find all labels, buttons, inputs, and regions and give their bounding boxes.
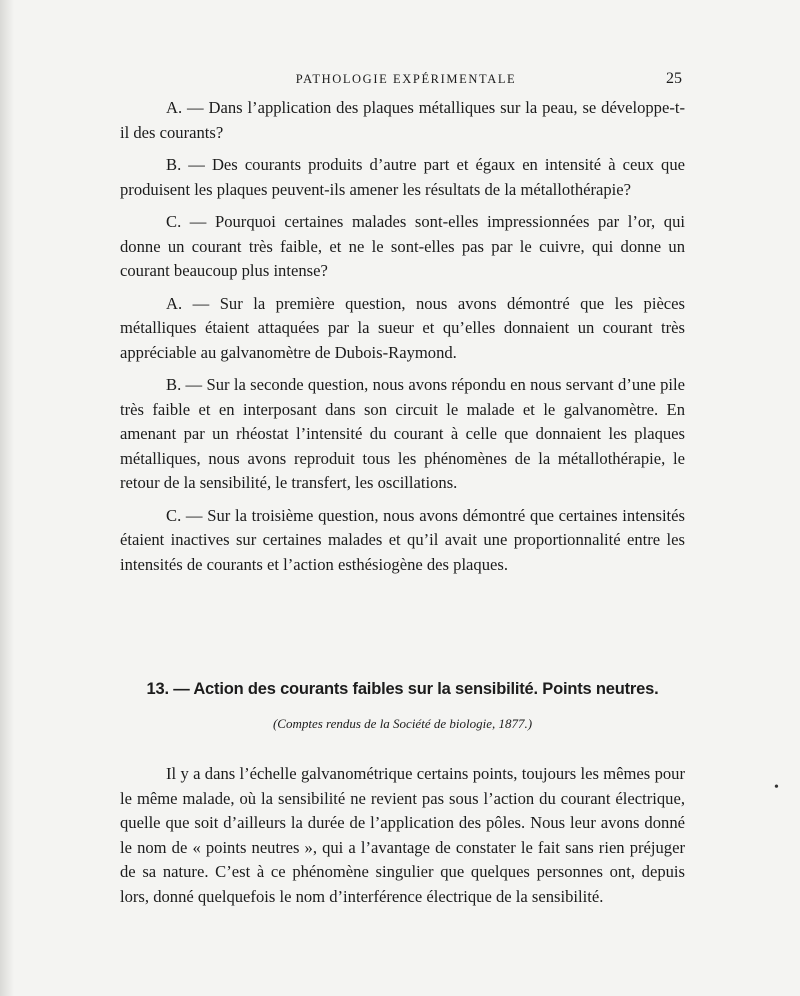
section-body-block [120,762,685,909]
source-reference: (Comptes rendus de la Société de biologie, 1877.) [272,716,533,731]
running-head [130,72,682,92]
answer-c: C. — Sur la troisième question, nous avons démontré que certaines intensités étaient inactives sur certaines malades et qu’il avait une proportionnalité entre les intensités de courants et l’action esthésiogène des plaques. [120,505,685,574]
margin-speck: • [774,780,779,795]
page-edge [0,0,14,996]
section-heading: 13. — Action des courants faibles sur la sensibilité. Points neutres. [146,680,659,698]
answer-a: A. — Sur la première question, nous avons démontré que les pièces métalliques étaient attaquées par la sueur et qu’elles donnaient un courant très appréciable au galvanomètre de Dubois-Raymond. [120,293,685,362]
running-title: PATHOLOGIE EXPÉRIMENTALE [295,72,517,86]
questions-answers-block [120,96,685,585]
question-c: C. — Pourquoi certaines malades sont-elles impressionnées par l’or, qui donne un courant très faible, et ne le sont-elles pas par le cuivre, qui donne un courant beaucoup plus intense? [120,212,685,280]
section-body: Il y a dans l’échelle galvanométrique certains points, toujours les mêmes pour le même malade, où la sensibilité ne revient pas sous l’action du courant électrique, quelle que soit d’ailleurs la durée de l’application des pôles. Nous leur avons donné le nom de « points neutres », qui a l’avantage de constater le fait sans rien préjuger de sa nature. C’est à ce phénomène singulier que quelques personnes ont, depuis lors, donné quelquefois le nom d’interférence électrique de la sensibilité. [120,764,685,906]
question-b: B. — Des courants produits d’autre part et égaux en intensité à ceux que produisent les plaques peuvent-ils amener les résultats de la métallothérapie? [120,155,685,199]
page-number: 25 [666,70,682,87]
answer-b: B. — Sur la seconde question, nous avons répondu en nous servant d’une pile très faible et en interposant dans son circuit le malade et le galvanomètre. En amenant par un rhéostat l’intensité du courant à celle que donnaient les plaques métalliques, nous avons reproduit tous les phénomènes de la métallothérapie, le retour de la sensibilité, le transfert, les oscillations. [120,375,685,492]
question-a: A. — Dans l’application des plaques métalliques sur la peau, se développe-t-il des courants? [120,98,685,142]
